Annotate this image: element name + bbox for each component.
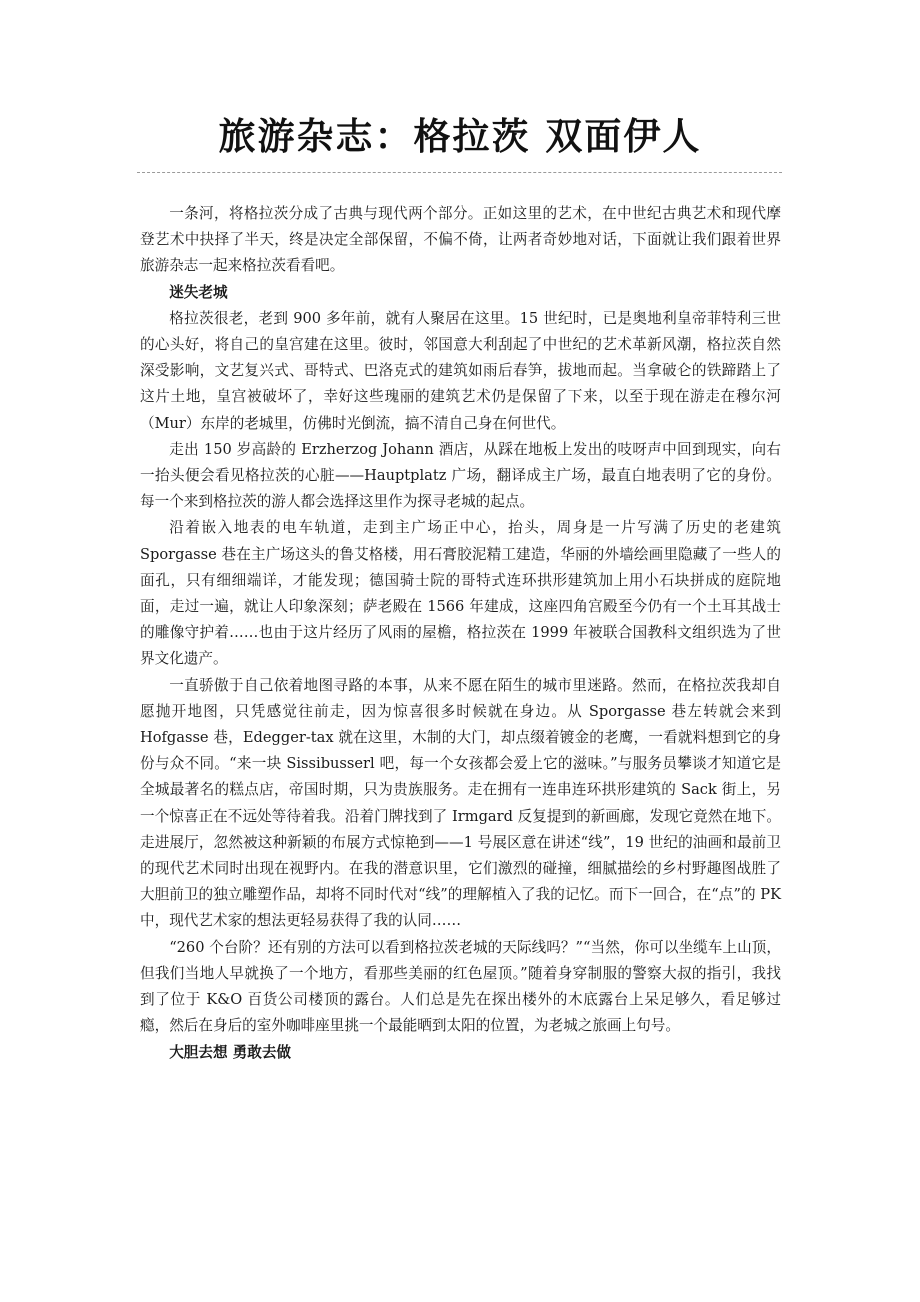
title-divider xyxy=(137,172,782,173)
article-body xyxy=(140,201,781,1066)
article-title: 旅游杂志：格拉茨 双面伊人 xyxy=(218,114,702,158)
intro-paragraph: 一条河，将格拉茨分成了古典与现代两个部分。正如这里的艺术，在中世纪古典艺术和现代摩登艺术中抉择了半天，终是决定全部保留，不偏不倚，让两者奇妙地对话，下面就让我们跟着世界旅游杂志一起来格拉茨看看吧。 xyxy=(140,205,781,275)
body-paragraph: 格拉茨很老，老到 900 多年前，就有人聚居在这里。15 世纪时，已是奥地利皇帝菲特利三世的心头好，将自己的皇宫建在这里。彼时，邻国意大利刮起了中世纪的艺术革新风潮，格拉茨自然深受影响，文艺复兴式、哥特式、巴洛克式的建筑如雨后春笋，拔地而起。当拿破仑的铁蹄踏上了这片土地，皇宫被破坏了，幸好这些瑰丽的建筑艺术仍是保留了下来，以至于现在游走在穆尔河（Mur）东岸的老城里，仿佛时光倒流，搞不清自己身在何世代。 xyxy=(140,309,781,432)
body-paragraph: 走出 150 岁高龄的 Erzherzog Johann 酒店，从踩在地板上发出的吱呀声中回到现实，向右一抬头便会看见格拉茨的心脏——Hauptplatz 广场，翻译成主广场，最直白地表明了它的身份。每一个来到格拉茨的游人都会选择这里作为探寻老城的起点。 xyxy=(140,440,781,511)
body-paragraph: “260 个台阶？还有别的方法可以看到格拉茨老城的天际线吗？”“当然，你可以坐缆车上山顶，但我们当地人早就换了一个地方，看那些美丽的红色屋顶。”随着身穿制服的警察大叔的指引，我找到了位于 K&O 百货公司楼顶的露台。人们总是先在探出楼外的木底露台上呆足够久，看足够过瘾，然后在身后的室外咖啡座里挑一个最能晒到太阳的位置，为老城之旅画上句号。 xyxy=(140,938,781,1035)
section-heading-old-town: 迷失老城 xyxy=(169,283,228,301)
section-heading-bold-ideas: 大胆去想 勇敢去做 xyxy=(169,1043,292,1061)
body-paragraph: 一直骄傲于自己依着地图寻路的本事，从来不愿在陌生的城市里迷路。然而，在格拉茨我却自愿抛开地图，只凭感觉往前走，因为惊喜很多时候就在身边。从 Sporgasse 巷左转就会来到 Hofgasse 巷，Edegger-tax 就在这里，木制的大门，却点缀着镀金的老鹰，一看就料想到它的身份与众不同。“来一块 Sissibusserl 吧，每一个女孩都会爱上它的滋味。”与服务员攀谈才知道它是全城最著名的糕点店，帝国时期，只为贵族服务。走在拥有一连串连环拱形建筑的 Sack 街上，另一个惊喜正在不远处等待着我。沿着门牌找到了 Irmgard 反复提到的新画廊，发现它竟然在地下。走进展厅，忽然被这种新颖的布展方式惊艳到——1 号展区意在讲述“线”，19 世纪的油画和最前卫的现代艺术同时出现在视野内。在我的潜意识里，它们激烈的碰撞，细腻描绘的乡村野趣图战胜了大胆前卫的独立雕塑作品，却将不同时代对“线”的理解植入了我的记忆。而下一回合，在“点”的 PK 中，现代艺术家的想法更轻易获得了我的认同…… xyxy=(140,676,781,930)
body-paragraph: 沿着嵌入地表的电车轨道，走到主广场正中心，抬头，周身是一片写满了历史的老建筑Sporgasse 巷在主广场这头的鲁艾格楼，用石膏胶泥精工建造，华丽的外墙绘画里隐藏了一些人的面孔，只有细细端详，才能发现；德国骑士院的哥特式连环拱形建筑加上用小石块拼成的庭院地面，走过一遍，就让人印象深刻；萨老殿在 1566 年建成，这座四角宫殿至今仍有一个土耳其战士的雕像守护着……也由于这片经历了风雨的屋檐，格拉茨在 1999 年被联合国教科文组织选为了世界文化遗产。 xyxy=(140,519,781,668)
